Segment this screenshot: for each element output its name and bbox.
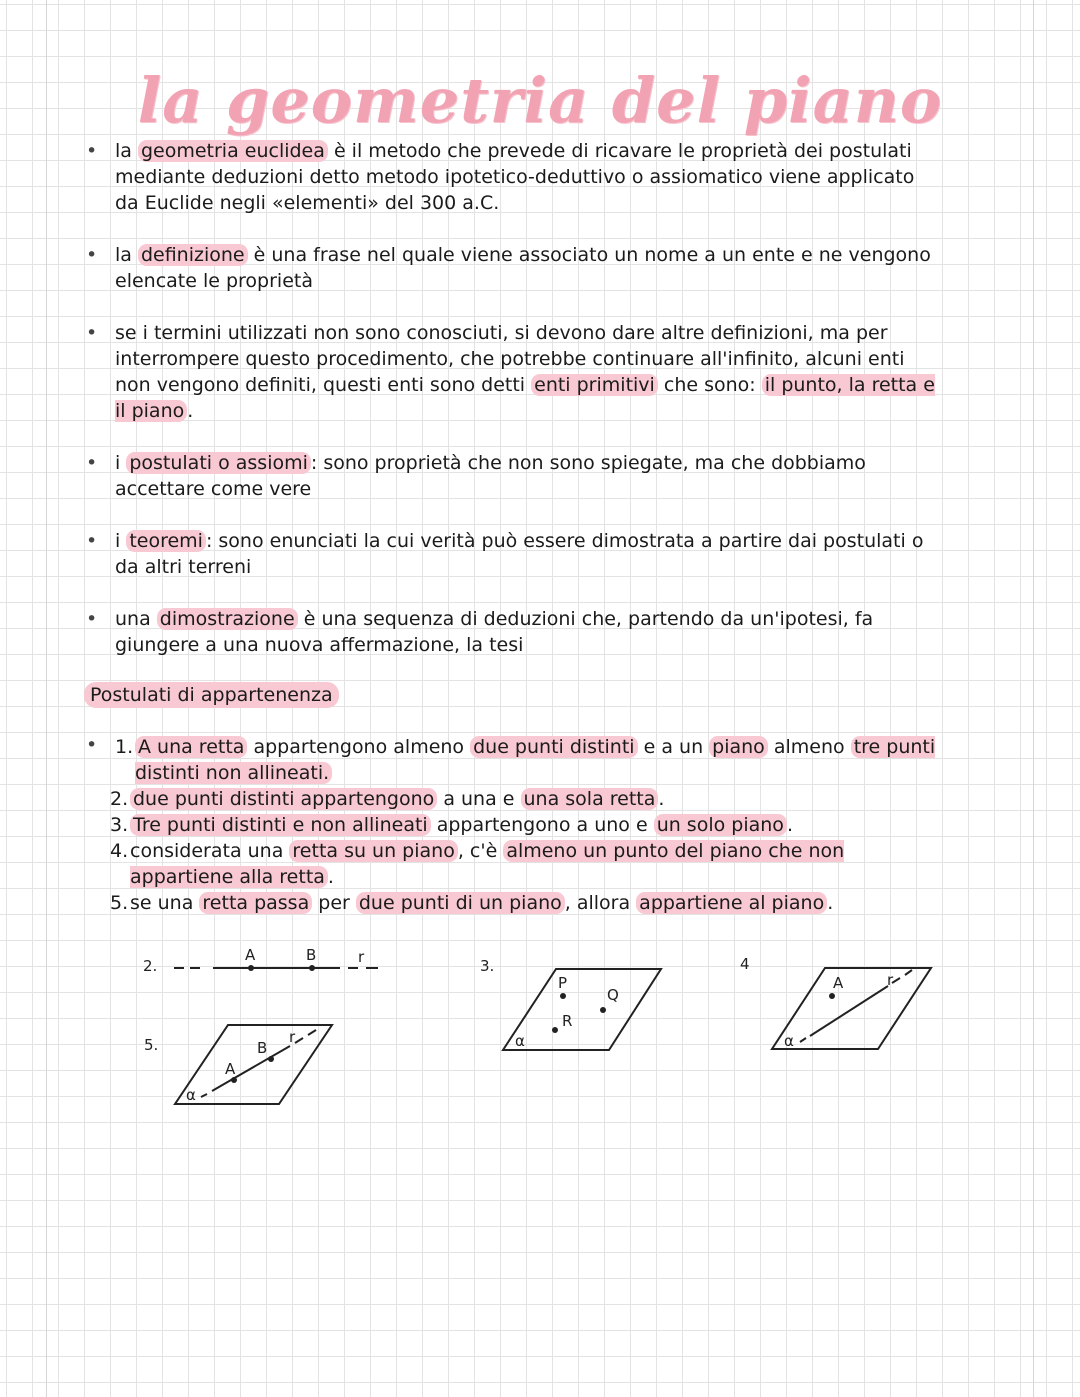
postulate-number: 3. — [110, 814, 129, 836]
label-r: R — [562, 1012, 573, 1030]
point-b — [268, 1056, 274, 1062]
dashed-segment — [201, 1094, 207, 1097]
figure-2 — [143, 946, 378, 975]
label-r: r — [358, 948, 365, 966]
highlighted-term: una sola retta — [521, 788, 659, 810]
label-r: r — [289, 1028, 296, 1046]
label-alpha: α — [515, 1032, 525, 1050]
page-title: la geometria del piano — [137, 63, 943, 137]
highlighted-term: teoremi — [126, 530, 206, 552]
highlighted-term: retta passa — [199, 892, 312, 914]
postulate-text: almeno — [767, 736, 851, 758]
figure-number: 5. — [144, 1036, 159, 1054]
postulate-text: . — [786, 814, 793, 836]
highlighted-term: enti primitivi — [531, 374, 658, 396]
list-item: • la geometria euclidea è il metodo che prevede di ricavare le proprietà dei postulati mediante deduzioni detto metodo ipotetico-deduttivo o assiomatico viene applicato da Euclide negli «elementi» del 300 a.C. — [86, 138, 936, 216]
figure-number: 3. — [480, 957, 495, 975]
highlighted-term: postulati o assiomi — [126, 452, 311, 474]
postulate-text: . — [658, 788, 665, 810]
postulate-text: per — [312, 892, 356, 914]
dashed-segment — [800, 1038, 806, 1042]
highlighted-term: due punti distinti appartengono — [130, 788, 437, 810]
figure-number: 4 — [740, 955, 750, 973]
highlighted-term: geometria euclidea — [138, 140, 328, 162]
postulate-text: , allora — [564, 892, 637, 914]
highlighted-term: retta su un piano — [289, 840, 457, 862]
figure-5 — [144, 1025, 332, 1104]
postulate-text: . — [827, 892, 834, 914]
section-heading: Postulati di appartenenza — [84, 682, 339, 708]
point-q — [600, 1007, 606, 1013]
point-a — [829, 993, 835, 999]
postulate-text: , c'è — [457, 840, 504, 862]
highlighted-term: appartiene al piano — [636, 892, 827, 914]
highlighted-term: A una retta — [135, 736, 247, 758]
point-p — [560, 993, 566, 999]
figure-3 — [480, 957, 661, 1050]
highlighted-term: due punti di un piano — [356, 892, 565, 914]
line-r — [212, 1046, 290, 1091]
label-a: A — [245, 946, 256, 964]
postulate-number: 5. — [110, 892, 129, 914]
postulate-text: e a un — [637, 736, 710, 758]
figure-number: 2. — [143, 957, 158, 975]
postulate-number: 1. — [115, 736, 134, 758]
bullet-dot: • — [86, 734, 98, 756]
figure-4 — [740, 955, 931, 1050]
label-p: P — [558, 974, 568, 992]
postulate-text: appartengono a uno e — [430, 814, 654, 836]
highlighted-term: un solo piano — [654, 814, 787, 836]
label-r: r — [887, 971, 894, 989]
label-a: A — [833, 974, 844, 992]
label-b: B — [306, 946, 317, 964]
postulate-text: . — [327, 866, 334, 888]
list-item: • i postulati o assiomi : sono proprietà che non sono spiegate, ma che dobbiamo accettare come vere — [86, 450, 936, 502]
highlighted-term: definizione — [138, 244, 248, 266]
postulate-text: a una e — [437, 788, 521, 810]
point-b — [309, 965, 315, 971]
label-a: A — [225, 1060, 236, 1078]
postulate-text: appartengono almeno — [247, 736, 471, 758]
label-b: B — [257, 1039, 268, 1057]
point-a — [248, 965, 254, 971]
label-alpha: α — [784, 1032, 794, 1050]
list-item: • se i termini utilizzati non sono conosciuti, si devono dare altre definizioni, ma per interrompere questo procedimento, che potrebbe continuare all'infinito, alcuni enti non vengono definiti, questi enti sono detti enti primitivi che sono: il punto, la retta e il piano . — [86, 320, 936, 424]
highlighted-term: piano — [709, 736, 768, 758]
highlighted-term: almeno un punto del piano che non appartiene alla retta — [130, 840, 845, 888]
label-q: Q — [607, 986, 619, 1004]
list-item: • una dimostrazione è una sequenza di deduzioni che, partendo da un'ipotesi, fa giungere a una nuova affermazione, la tesi — [86, 606, 936, 658]
line-r — [810, 986, 888, 1036]
point-r — [552, 1027, 558, 1033]
label-alpha: α — [186, 1086, 196, 1104]
plane-alpha — [503, 969, 661, 1050]
postulate-number: 2. — [110, 788, 129, 810]
postulate-number: 4. — [110, 840, 129, 862]
highlighted-term: tre punti distinti non allineati. — [135, 736, 936, 784]
highlighted-term: due punti distinti — [470, 736, 637, 758]
highlighted-term: Tre punti distinti e non allineati — [130, 814, 431, 836]
dashed-segment — [295, 1038, 303, 1043]
highlighted-term: il punto, la retta e il piano — [115, 374, 935, 422]
list-item: • la definizione è una frase nel quale viene associato un nome a un ente e ne vengono elencate le proprietà — [86, 242, 936, 294]
list-item: • i teoremi : sono enunciati la cui verità può essere dimostrata a partire dai postulati o da altri terreni — [86, 528, 936, 580]
dashed-segment — [905, 970, 912, 975]
postulate-text: se una — [130, 892, 200, 914]
plane-alpha — [175, 1025, 332, 1104]
dashed-segment — [892, 978, 900, 983]
postulate-text: considerata una — [130, 840, 290, 862]
dashed-segment — [308, 1030, 316, 1035]
highlighted-term: dimostrazione — [157, 608, 298, 630]
